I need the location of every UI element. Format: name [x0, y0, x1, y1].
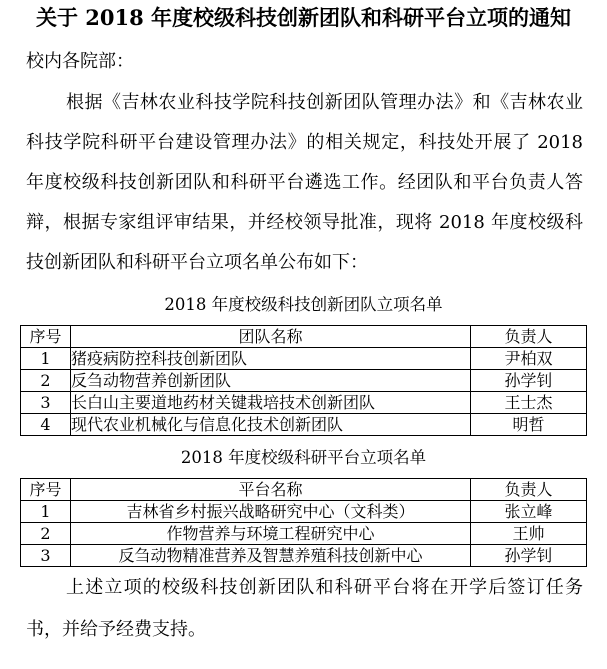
team-name-cell: 猪疫病防控科技创新团队: [71, 348, 471, 370]
team-index-cell: 3: [21, 392, 71, 414]
intro-line: 科技学院科研平台建设管理办法》的相关规定，科技处开展了 2018: [26, 132, 583, 153]
platform-table-caption: 2018 年度校级科研平台立项名单: [180, 448, 427, 467]
team-header-leader: 负责人: [471, 326, 587, 348]
platform-header-name: 平台名称: [71, 479, 471, 501]
closing-line: 上述立项的校级科技创新团队和科研平台将在开学后签订任务: [66, 577, 583, 598]
team-leader-cell: 明哲: [471, 414, 587, 436]
team-index-cell: 4: [21, 414, 71, 436]
team-row: [21, 414, 587, 436]
team-index-cell: 2: [21, 370, 71, 392]
team-name-cell: 现代农业机械化与信息化技术创新团队: [71, 414, 471, 436]
platform-index-cell: 3: [21, 545, 71, 567]
team-leader-cell: 王士杰: [471, 392, 587, 414]
document-title: 关于 2018 年度校级科技创新团队和科研平台立项的通知: [35, 5, 572, 30]
platform-name-cell: 吉林省乡村振兴战略研究中心（文科类）: [71, 501, 471, 523]
platform-leader-cell: 孙学钊: [471, 545, 587, 567]
intro-line: 年度校级科技创新团队和科研平台遴选工作。经团队和平台负责人答: [26, 172, 583, 193]
platform-row: [21, 501, 587, 523]
team-leader-cell: 尹柏双: [471, 348, 587, 370]
platform-name-cell: 作物营养与环境工程研究中心: [71, 523, 471, 545]
platform-header-leader: 负责人: [471, 479, 587, 501]
platform-leader-cell: 王帅: [471, 523, 587, 545]
team-index-cell: 1: [21, 348, 71, 370]
team-table: [20, 325, 587, 436]
team-row: [21, 370, 587, 392]
platform-header-index: 序号: [21, 479, 71, 501]
platform-row: [21, 545, 587, 567]
closing-line: 书，并给予经费支持。: [26, 619, 206, 640]
team-row: [21, 392, 587, 414]
platform-table-header-row: [21, 479, 587, 501]
team-name-cell: 反刍动物营养创新团队: [71, 370, 471, 392]
team-table-header-row: [21, 326, 587, 348]
team-table-caption: 2018 年度校级科技创新团队立项名单: [164, 295, 443, 314]
platform-leader-cell: 张立峰: [471, 501, 587, 523]
intro-line: 技创新团队和科研平台立项名单公布如下：: [26, 252, 368, 273]
platform-row: [21, 523, 587, 545]
platform-index-cell: 1: [21, 501, 71, 523]
salutation: 校内各院部：: [26, 51, 134, 72]
team-name-cell: 长白山主要道地药材关键栽培技术创新团队: [71, 392, 471, 414]
intro-line: 辩，根据专家组评审结果，并经校领导批准，现将 2018 年度校级科: [26, 212, 583, 233]
platform-index-cell: 2: [21, 523, 71, 545]
team-leader-cell: 孙学钊: [471, 370, 587, 392]
team-header-index: 序号: [21, 326, 71, 348]
team-header-name: 团队名称: [71, 326, 471, 348]
platform-name-cell: 反刍动物精准营养及智慧养殖科技创新中心: [71, 545, 471, 567]
platform-table: [20, 478, 587, 567]
intro-line: 根据《吉林农业科技学院科技创新团队管理办法》和《吉林农业: [66, 92, 583, 113]
team-row: [21, 348, 587, 370]
